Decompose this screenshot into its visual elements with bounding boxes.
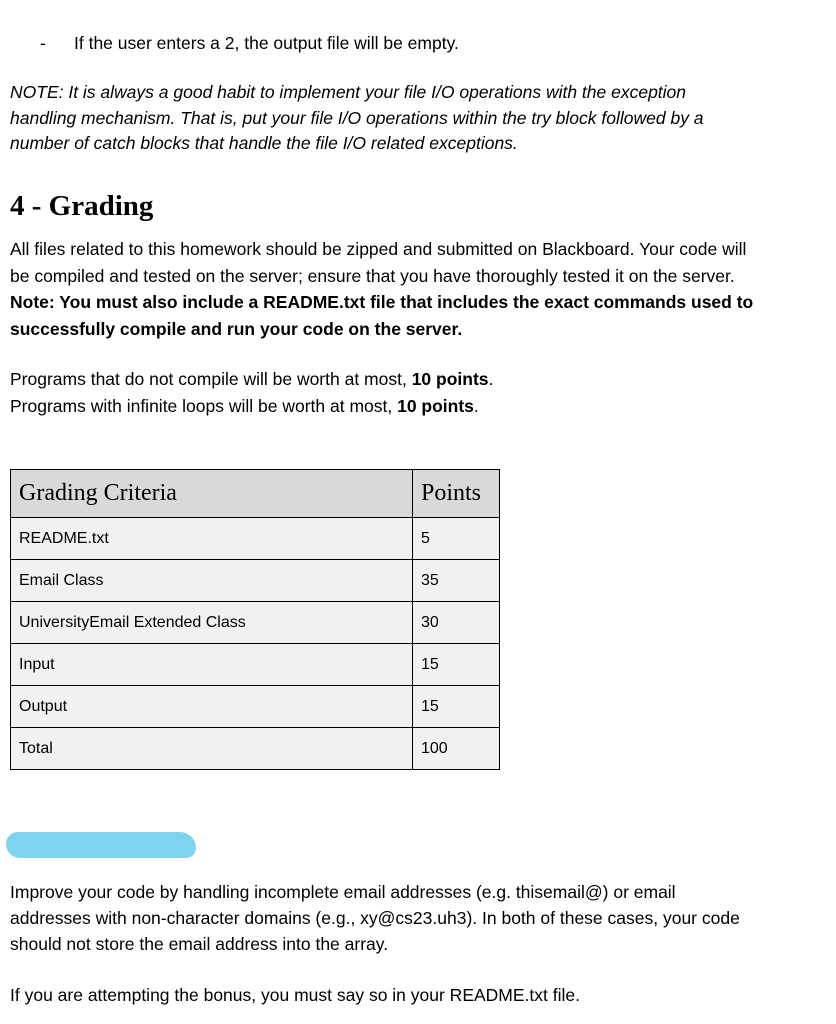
note-line-1: NOTE: It is always a good habit to implement your file I/O operations with the exception: [10, 82, 687, 102]
bonus-line-3: should not store the email address into the array.: [10, 934, 389, 954]
note-line-2: handling mechanism. That is, put your file I/O operations within the try block followed by a: [10, 107, 704, 128]
exception-note: [10, 80, 820, 157]
points-cell: 15: [413, 686, 500, 728]
bonus-footer: If you are attempting the bonus, you must say so in your README.txt file.: [10, 985, 580, 1005]
criteria-cell: UniversityEmail Extended Class: [11, 602, 413, 644]
criteria-cell: Input: [11, 644, 413, 686]
note-line-3: number of catch blocks that handle the file I/O related exceptions.: [10, 133, 518, 153]
points-cell: 35: [413, 560, 500, 602]
table-row: [11, 686, 500, 728]
bonus-line-1: Improve your code by handling incomplete email addresses (e.g. thisemail@) or email: [10, 882, 676, 902]
table-row-total: [11, 728, 500, 770]
penalty-1-suffix: .: [488, 369, 494, 389]
criteria-cell: Total: [11, 728, 413, 770]
intro-line-2: be compiled and tested on the server; ensure that you have thoroughly tested it on the server.: [10, 265, 735, 286]
intro-line-1: All files related to this homework should be zipped and submitted on Blackboard. Your code will: [10, 239, 747, 259]
criteria-cell: README.txt: [11, 518, 413, 560]
bullet-dash: -: [40, 33, 46, 53]
bullet-item: [40, 30, 459, 56]
table-row: [11, 518, 500, 560]
penalty-notes: [10, 366, 832, 419]
points-cell: 15: [413, 644, 500, 686]
table-header-row: [11, 470, 500, 518]
readme-note-line-1: Note: You must also include a README.txt file that includes the exact commands used to: [10, 292, 754, 312]
points-cell: 30: [413, 602, 500, 644]
grading-heading: 4 - Grading: [10, 190, 154, 222]
criteria-cell: Email Class: [11, 560, 413, 602]
penalty-2-suffix: .: [473, 395, 479, 416]
table-row: [11, 560, 500, 602]
criteria-cell: Output: [11, 686, 413, 728]
penalty-1-points: 10 points: [411, 369, 489, 389]
header-points: Points: [413, 470, 500, 518]
table-row: [11, 602, 500, 644]
table-row: [11, 644, 500, 686]
grading-intro: [10, 236, 832, 342]
points-cell: 5: [413, 518, 500, 560]
bonus-description: [10, 879, 832, 957]
header-grading-criteria: Grading Criteria: [11, 470, 413, 518]
penalty-1-prefix: Programs that do not compile will be worth at most,: [10, 369, 412, 389]
redacted-heading: [6, 832, 196, 858]
grading-table: [10, 469, 500, 770]
penalty-2-prefix: Programs with infinite loops will be worth at most,: [10, 395, 398, 416]
bonus-line-2: addresses with non-character domains (e.g., xy@cs23.uh3). In both of these cases, your code: [10, 908, 740, 928]
penalty-2-points: 10 points: [397, 395, 474, 416]
bullet-text: If the user enters a 2, the output file will be empty.: [74, 33, 459, 53]
points-cell: 100: [413, 728, 500, 770]
readme-note-line-2: successfully compile and run your code on the server.: [10, 318, 463, 339]
